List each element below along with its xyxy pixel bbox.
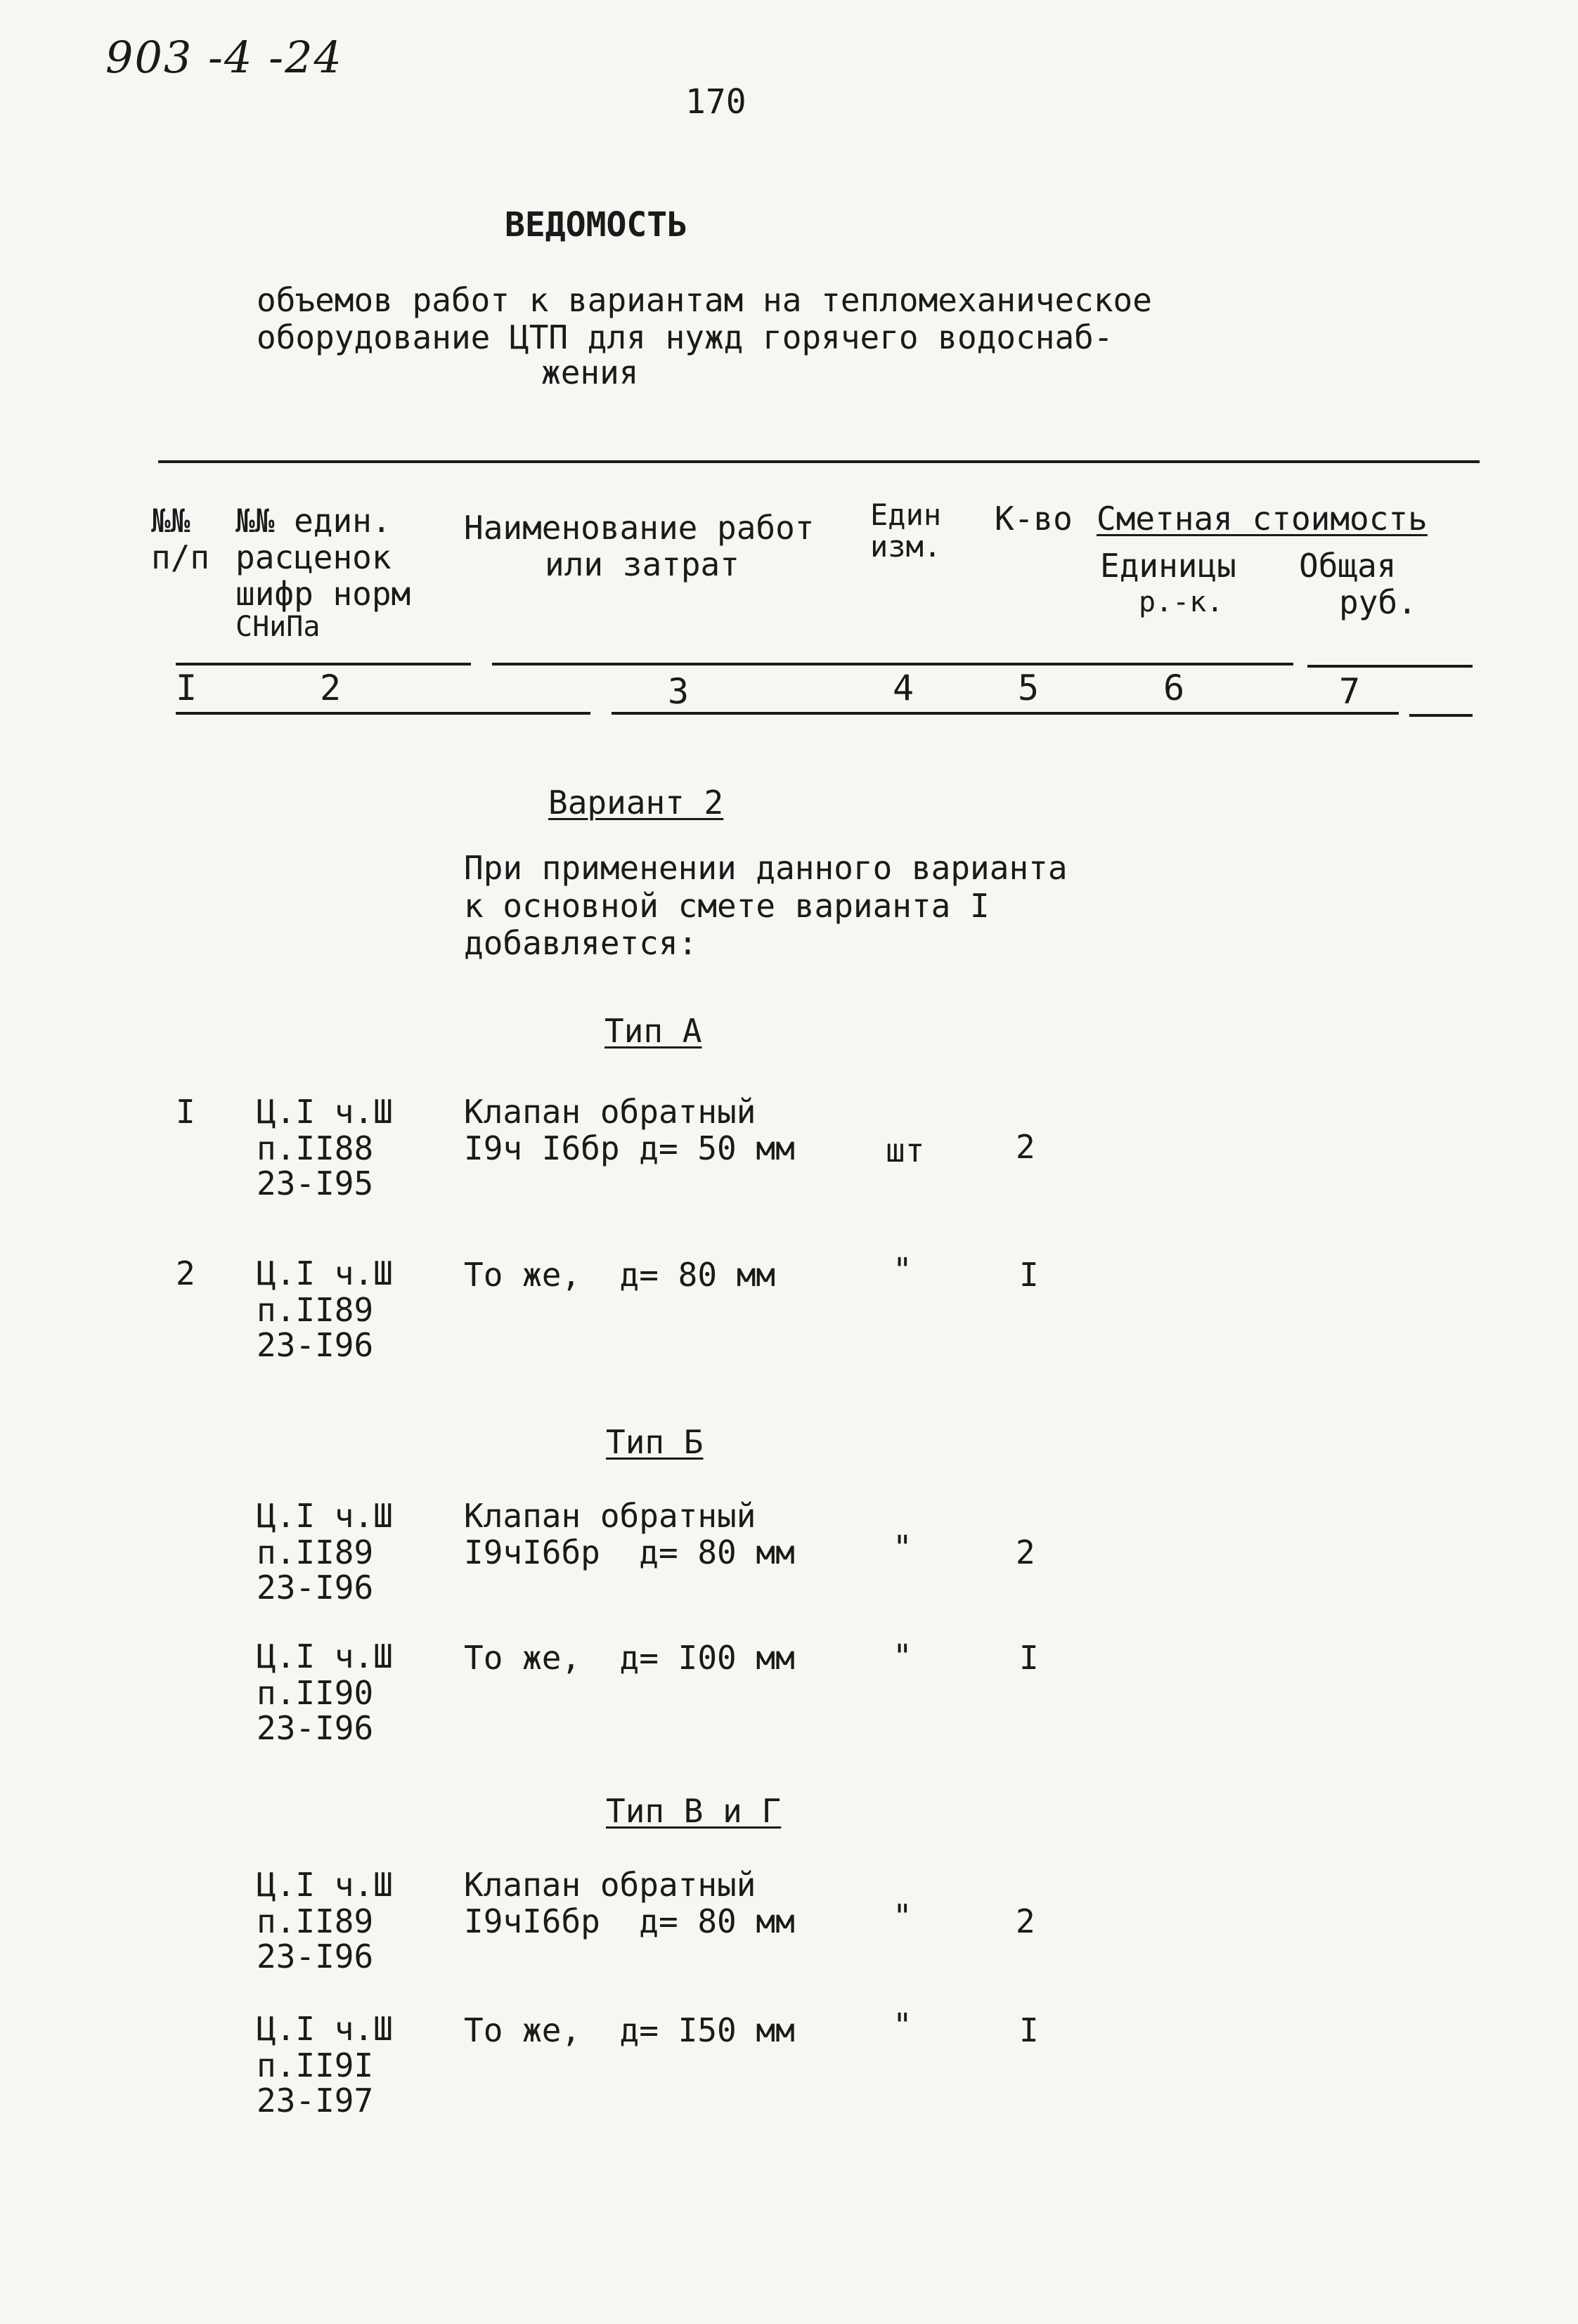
intro-line-3: добавляется: bbox=[464, 924, 698, 962]
row-quantity: I bbox=[1019, 1256, 1039, 1294]
column-number-3: 3 bbox=[668, 671, 690, 712]
col2-header-line-4: СНиПа bbox=[235, 611, 321, 643]
row-name-line-1: Клапан обратный bbox=[464, 1497, 756, 1535]
col5-header: К-во bbox=[995, 500, 1073, 538]
column-number-4: 4 bbox=[893, 668, 914, 708]
col1-header-line-1: №№ bbox=[151, 502, 190, 540]
row-code-line-3: 23-I96 bbox=[257, 1326, 374, 1364]
page-number: 170 bbox=[685, 82, 746, 122]
subtitle-line-3: жения bbox=[541, 353, 639, 391]
intro-line-1: При применении данного варианта bbox=[464, 849, 1068, 887]
row-name-line-1: То же, д= 80 мм bbox=[464, 1256, 776, 1294]
col3-header-line-2: или затрат bbox=[545, 545, 739, 583]
row-name-line-1: То же, д= I00 мм bbox=[464, 1639, 795, 1677]
row-unit: " bbox=[893, 1528, 912, 1566]
header-mid-rule-1 bbox=[176, 663, 471, 666]
col1-header-line-2: п/п bbox=[151, 538, 210, 576]
column-number-7: 7 bbox=[1339, 671, 1361, 712]
section-title-type-b: Тип Б bbox=[606, 1423, 704, 1461]
row-code-line-2: п.II89 bbox=[257, 1533, 374, 1571]
row-code-line-2: п.II90 bbox=[257, 1674, 374, 1712]
row-number: 2 bbox=[176, 1254, 195, 1292]
subtitle-line-1: объемов работ к вариантам на тепломеханическое bbox=[257, 281, 1152, 319]
row-unit: " bbox=[893, 1251, 912, 1289]
header-top-rule bbox=[158, 460, 1480, 463]
header-mid-rule-3 bbox=[1307, 665, 1473, 668]
row-code-line-1: Ц.I ч.Ш bbox=[257, 1254, 393, 1292]
row-quantity: 2 bbox=[1016, 1533, 1035, 1571]
row-name-line-1: Клапан обратный bbox=[464, 1093, 756, 1131]
row-name-line-2: I9чI6бр д= 80 мм bbox=[464, 1533, 795, 1571]
column-number-1: I bbox=[176, 668, 198, 708]
row-code-line-3: 23-I96 bbox=[257, 1569, 374, 1606]
header-bottom-rule-3 bbox=[1409, 714, 1473, 717]
column-number-5: 5 bbox=[1018, 668, 1040, 708]
header-bottom-rule-1 bbox=[176, 712, 590, 715]
col7-header-line-1: Общая bbox=[1299, 547, 1397, 585]
row-code-line-1: Ц.I ч.Ш bbox=[257, 2010, 393, 2048]
column-number-2: 2 bbox=[320, 668, 342, 708]
col67-group-header: Сметная стоимость bbox=[1097, 500, 1428, 538]
header-mid-rule-2 bbox=[492, 663, 1293, 666]
col6-header-line-1: Единицы bbox=[1100, 547, 1236, 585]
document-code: 903 -4 -24 bbox=[105, 32, 343, 83]
row-name-line-1: Клапан обратный bbox=[464, 1866, 756, 1904]
header-bottom-rule-2 bbox=[612, 712, 1399, 715]
row-code-line-3: 23-I96 bbox=[257, 1937, 374, 1975]
row-name-line-1: То же, д= I50 мм bbox=[464, 2011, 795, 2049]
row-code-line-2: п.II89 bbox=[257, 1902, 374, 1940]
section-title-type-v-g: Тип В и Г bbox=[606, 1792, 782, 1830]
row-code-line-3: 23-I97 bbox=[257, 2082, 374, 2119]
row-code-line-1: Ц.I ч.Ш bbox=[257, 1866, 393, 1904]
col4-header-line-1: Един bbox=[870, 498, 942, 532]
row-code-line-2: п.II88 bbox=[257, 1129, 374, 1167]
column-number-6: 6 bbox=[1163, 668, 1185, 708]
document-title: ВЕДОМОСТЬ bbox=[505, 205, 688, 245]
row-number: I bbox=[176, 1093, 195, 1131]
row-unit: " bbox=[893, 2006, 912, 2044]
row-code-line-2: п.II89 bbox=[257, 1291, 374, 1329]
row-code-line-3: 23-I95 bbox=[257, 1164, 374, 1202]
row-unit: шт bbox=[886, 1131, 925, 1169]
row-quantity: 2 bbox=[1016, 1902, 1035, 1940]
col7-header-line-2: руб. bbox=[1339, 583, 1417, 621]
row-code-line-1: Ц.I ч.Ш bbox=[257, 1093, 393, 1131]
col2-header-line-1: №№ един. bbox=[235, 502, 392, 540]
row-code-line-3: 23-I96 bbox=[257, 1709, 374, 1747]
row-code-line-1: Ц.I ч.Ш bbox=[257, 1497, 393, 1535]
row-code-line-1: Ц.I ч.Ш bbox=[257, 1637, 393, 1675]
section-title-type-a: Тип А bbox=[604, 1012, 702, 1050]
col6-header-line-2: р.-к. bbox=[1139, 586, 1224, 618]
col4-header-line-2: изм. bbox=[870, 529, 942, 564]
row-name-line-2: I9ч I6бр д= 50 мм bbox=[464, 1129, 795, 1167]
row-unit: " bbox=[893, 1637, 912, 1675]
col2-header-line-3: шифр норм bbox=[235, 575, 411, 613]
variant-title: Вариант 2 bbox=[548, 784, 724, 822]
row-quantity: I bbox=[1019, 1639, 1039, 1677]
row-quantity: 2 bbox=[1016, 1128, 1035, 1166]
row-code-line-2: п.II9I bbox=[257, 2046, 374, 2084]
row-name-line-2: I9чI6бр д= 80 мм bbox=[464, 1902, 795, 1940]
col2-header-line-2: расценок bbox=[235, 538, 392, 576]
col3-header-line-1: Наименование работ bbox=[464, 509, 815, 547]
row-unit: " bbox=[893, 1897, 912, 1935]
subtitle-line-2: оборудование ЦТП для нужд горячего водоснаб- bbox=[257, 318, 1113, 356]
intro-line-2: к основной смете варианта I bbox=[464, 887, 990, 925]
row-quantity: I bbox=[1019, 2011, 1039, 2049]
